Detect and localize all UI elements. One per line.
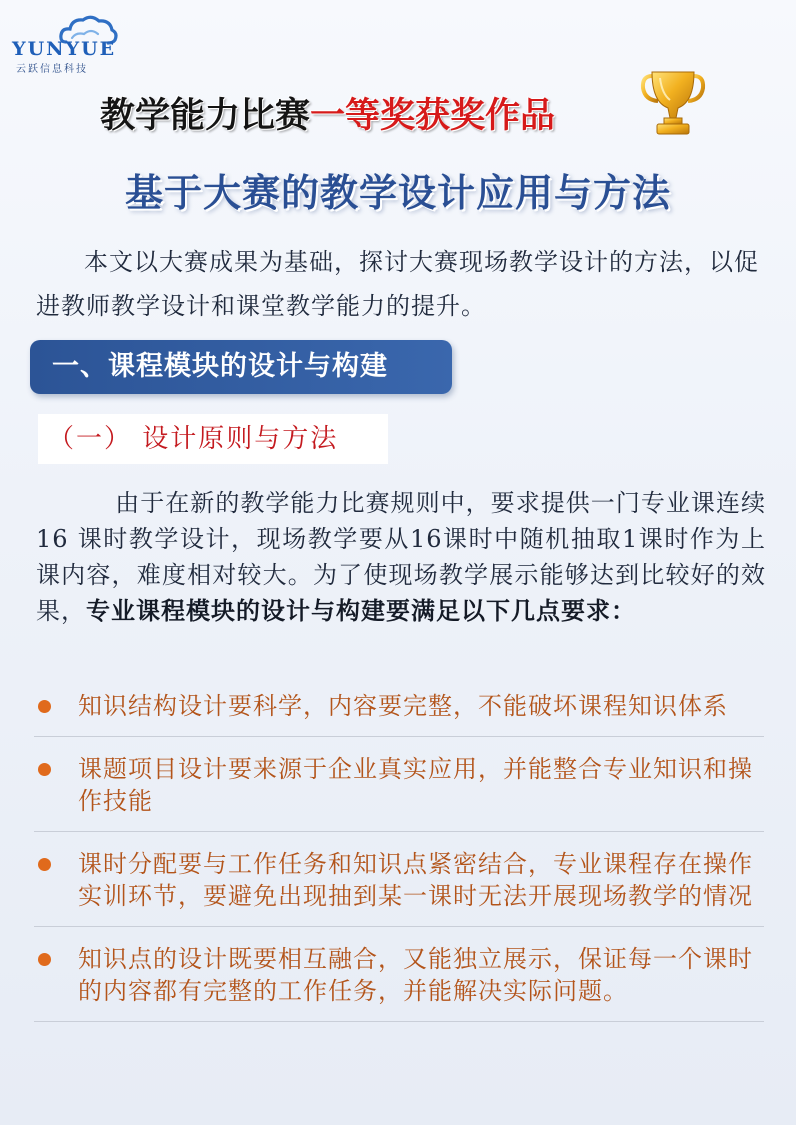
page-title: 基于大赛的教学设计应用与方法 [124,171,671,215]
list-item-text: 知识点的设计既要相互融合，又能独立展示，保证每一个课时的内容都有完整的工作任务，并能解决实际问题。 [78,945,753,1005]
intro-paragraph: 本文以大赛成果为基础，探讨大赛现场教学设计的方法，以促进教师教学设计和课堂教学能力的提升。 [36,248,759,320]
body-paragraph-emphasis: 专业课程模块的设计与构建要满足以下几点要求： [86,596,636,625]
list-item-text: 知识结构设计要科学，内容要完整，不能破坏课程知识体系 [78,692,728,720]
logo-subtitle: 云跃信息科技 [16,64,88,75]
body-paragraph-text: 由于在新的教学能力比赛规则中，要求提供一门专业课连续 16 课时教学设计，现场教学要从16课时中随机抽取1课时作为上课内容，难度相对较大。为了使现场教学展示能够达到比较好的效果， [36,489,766,625]
list-item [34,690,764,737]
requirements-list [34,690,764,1022]
bullet-dot-icon [38,953,51,966]
company-logo [10,10,120,75]
list-item [34,943,764,1022]
list-item [34,848,764,927]
award-title-part2: 一等奖获奖作品 [310,96,556,136]
award-title [100,88,660,138]
subsection-header: （一） 设计原则与方法 [38,414,388,464]
section-header: 一、课程模块的设计与构建 [30,340,452,394]
body-paragraph [36,485,766,629]
list-item-text: 课题项目设计要来源于企业真实应用，并能整合专业知识和操作技能 [78,755,753,815]
bullet-dot-icon [38,763,51,776]
list-item [34,753,764,832]
list-item-text: 课时分配要与工作任务和知识点紧密结合，专业课程存在操作实训环节，要避免出现抽到某一课时无法开展现场教学的情况 [78,850,753,910]
trophy-icon [640,68,706,140]
bullet-dot-icon [38,858,51,871]
bullet-dot-icon [38,700,51,713]
logo-brand-text: YUNYUE [12,38,117,60]
award-title-part1: 教学能力比赛 [100,96,311,136]
